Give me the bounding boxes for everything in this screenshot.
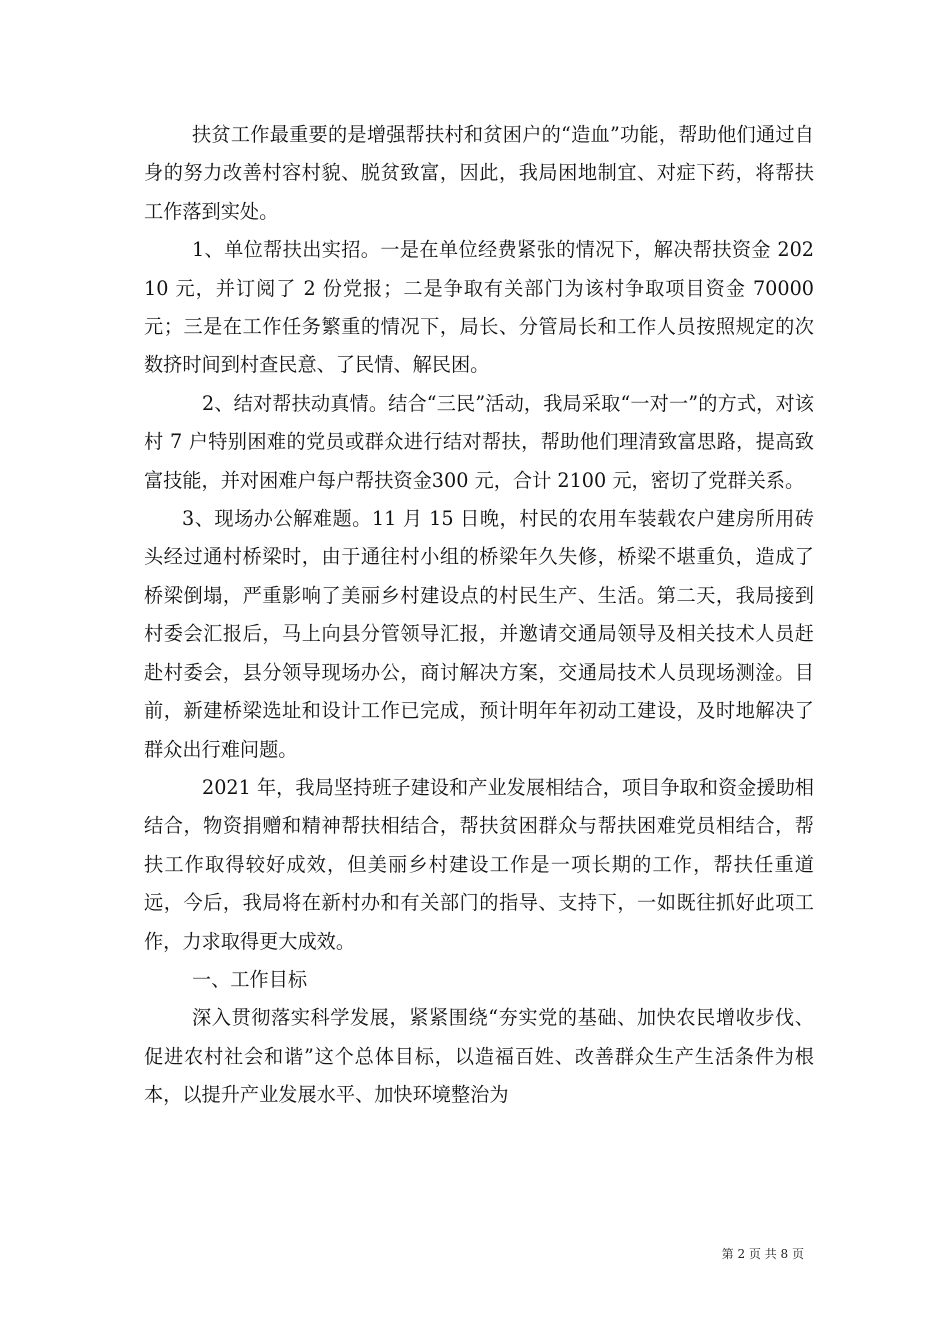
document-body (144, 116, 814, 1115)
section-heading-work-goals: 一、工作目标 (192, 967, 308, 991)
paragraph-intro: 扶贫工作最重要的是增强帮扶村和贫困户的“造血”功能，帮助他们通过自身的努力改善村容村貌、脱贫致富，因此，我局困地制宜、对症下药，将帮扶工作落到实处。 (144, 123, 814, 223)
paragraph-onsite-office: 3、现场办公解难题。11 月 15 日晚，村民的农用车装载农户建房所用砖头经过通村桥梁时，由于通往村小组的桥梁年久失修，桥梁不堪重负，造成了桥梁倒塌，严重影响了美丽乡村建设点的村民生产、生活。第二天，我局接到村委会汇报后，马上向县分管领导汇报，并邀请交通局领导及相关技术人员赶赴村委会，县分领导现场办公，商讨解决方案，交通局技术人员现场测淦。目前，新建桥梁选址和设计工作已完成，预计明年年初动工建设，及时地解决了群众出行难问题。 (144, 507, 814, 761)
paragraph-work-goals: 深入贯彻落实科学发展，紧紧围绕“夯实党的基础、加快农民增收步伐、促进农村社会和谐”这个总体目标，以造福百姓、改善群众生产生活条件为根本，以提升产业发展水平、加快环境整治为 (144, 1006, 814, 1107)
page-number-footer: 第 2 页 共 8 页 (721, 1247, 804, 1261)
paragraph-summary-2021: 2021 年，我局坚持班子建设和产业发展相结合，项目争取和资金援助相结合，物资捐赠和精神帮扶相结合，帮扶贫困群众与帮扶困难党员相结合，帮扶工作取得较好成效，但美丽乡村建设工作是一项长期的工作，帮扶任重道远，今后，我局将在新村办和有关部门的指导、支持下，一如既往抓好此项工作，力求取得更大成效。 (144, 775, 814, 953)
paragraph-paired-support: 2、结对帮扶动真情。结合“三民”活动，我局采取“一对一”的方式，对该村 7 户特别困难的党员或群众进行结对帮扶，帮助他们理清致富思路，提高致富技能，并对困难户每户帮扶资金300 元，合计 2100 元，密切了党群关系。 (144, 391, 814, 492)
paragraph-unit-support: 1、单位帮扶出实招。一是在单位经费紧张的情况下，解决帮扶资金 20210 元，并订阅了 2 份党报；二是争取有关部门为该村争取项目资金 70000 元；三是在工作任务繁重的情况下，局长、分管局长和工作人员按照规定的次数挤时间到村查民意、了民情、解民困。 (144, 238, 814, 377)
